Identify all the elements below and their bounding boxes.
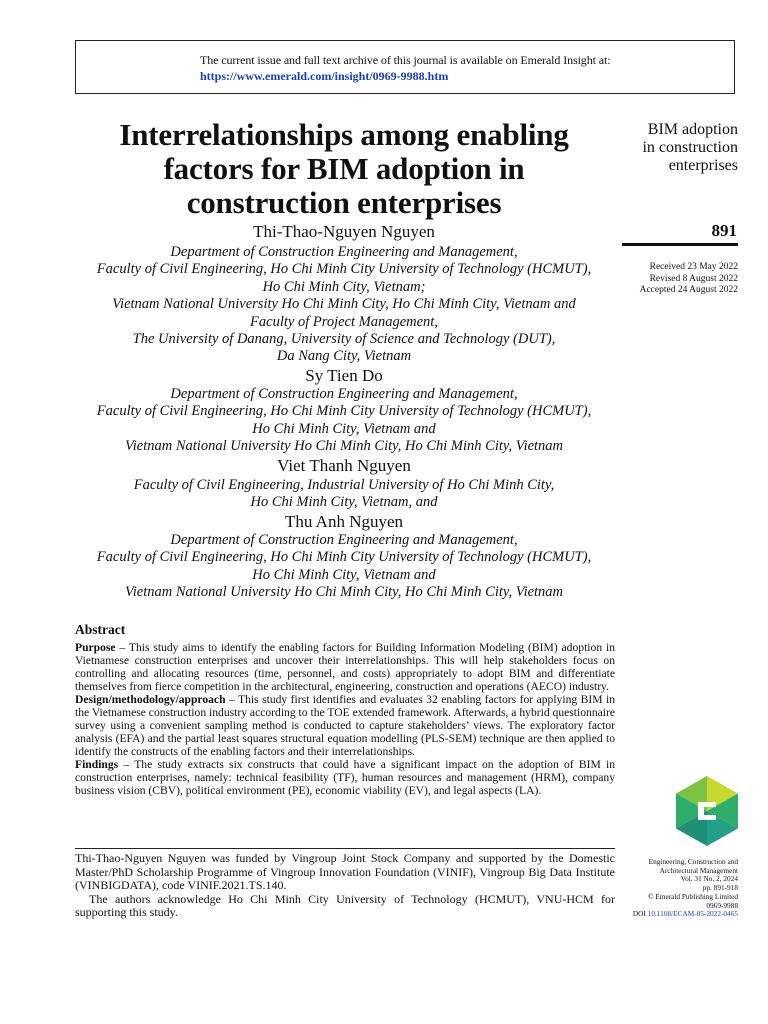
journal-notice-box	[75, 40, 735, 94]
affiliation-line: Da Nang City, Vietnam	[276, 348, 412, 365]
journal-info-line: Architectural Management	[659, 865, 738, 875]
abstract-purpose	[75, 641, 615, 693]
journal-info-line: pp. 891-918	[702, 883, 738, 893]
author-name: Thu Anh Nguyen	[284, 512, 404, 531]
section-label: Purpose	[75, 641, 116, 654]
journal-info-line: 0969-9988	[706, 900, 738, 910]
article-dates	[600, 262, 738, 297]
footnote-divider	[75, 848, 615, 849]
affiliation-line: Faculty of Project Management,	[250, 313, 438, 330]
journal-info	[600, 858, 738, 919]
abstract-design	[75, 693, 615, 758]
affiliation-line: Ho Chi Minh City, Vietnam and	[252, 566, 436, 583]
section-label: Design/methodology/approach	[75, 693, 226, 706]
journal-info-line: Vol. 31 No. 2, 2024	[680, 874, 738, 884]
running-title-line: enterprises	[668, 157, 738, 174]
affiliation-line: Department of Construction Engineering and Management,	[170, 532, 518, 548]
running-title	[600, 121, 738, 175]
journal-info-line: © Emerald Publishing Limited	[647, 891, 738, 901]
page-number: 891	[711, 221, 737, 240]
affiliation-line: Faculty of Civil Engineering, Ho Chi Minh City University of Technology (HCMUT),	[96, 403, 592, 420]
accepted-date: Accepted 24 August 2022	[639, 285, 738, 295]
article-title	[68, 118, 620, 220]
author-name: Sy Tien Do	[305, 366, 383, 385]
author-affiliation	[70, 532, 618, 602]
author-affiliation	[70, 386, 618, 456]
running-title-line: in construction	[642, 139, 738, 156]
section-text: – The study extracts six constructs that could have a significant impact on the adoption of BIM in construction enterprises, namely: technical feasibility (TF), human resources and management (HRM), company business vision (CBV), political environment (PE), economic viability (EV), and legal aspects (LA).	[75, 758, 615, 797]
doi-label: DOI	[632, 909, 648, 919]
affiliation-line: Faculty of Civil Engineering, Industrial University of Ho Chi Minh City,	[133, 477, 555, 493]
journal-info-line: Engineering, Construction and	[648, 857, 738, 866]
author-name: Viet Thanh Nguyen	[277, 456, 411, 475]
section-label: Findings	[75, 758, 119, 771]
affiliation-line: Department of Construction Engineering and Management,	[170, 244, 518, 260]
section-text: – This study aims to identify the enabling factors for Building Information Modeling (BIM) adoption in Vietnamese construction enterprises and uncover their interrelationships. This will help stakeholders focus on controlling and allocating resources (time, personnel, and costs) appropriately to adopt BIM and differentiate themselves from fierce competition in the architectural, engineering, construction and operations (AECO) industry.	[75, 641, 615, 693]
doi-line	[600, 910, 738, 919]
title-line: factors for BIM adoption in	[163, 151, 525, 186]
title-line: construction enterprises	[186, 185, 502, 220]
abstract-findings	[75, 758, 615, 797]
journal-logo-icon	[676, 776, 738, 846]
doi-link[interactable]: 10.1108/ECAM-05-2022-0465	[647, 909, 738, 919]
sidebar-divider	[622, 243, 738, 246]
affiliation-line: The University of Danang, University of Science and Technology (DUT),	[132, 331, 556, 348]
notice-text: The current issue and full text archive of this journal is available on Emerald Insight at:	[200, 53, 611, 67]
author-affiliation	[70, 244, 618, 366]
affiliation-line: Vietnam National University Ho Chi Minh City, Ho Chi Minh City, Vietnam	[124, 584, 564, 601]
journal-url-link[interactable]: https://www.emerald.com/insight/0969-9988.htm	[200, 69, 449, 83]
affiliation-line: Ho Chi Minh City, Vietnam, and	[250, 494, 438, 511]
section-text: – This study first identifies and evaluates 32 enabling factors for applying BIM in the Vietnamese construction industry according to the TOE extended framework. Afterwards, a hybrid questionnaire survey using a convenient sampling method is conducted to capture stakeholders’ views. The exploratory factor analysis (EFA) and the partial least squares structural equation modelling (PLS-SEM) technique are then applied to identify the constructs of the enabling factors and their interrelationships.	[75, 693, 615, 758]
author-name: Thi-Thao-Nguyen Nguyen	[253, 222, 435, 241]
affiliation-line: Faculty of Civil Engineering, Ho Chi Minh City University of Technology (HCMUT),	[96, 261, 592, 278]
acknowledgement-paragraph: The authors acknowledge Ho Chi Minh City University of Technology (HCMUT), VNU-HCM for supporting this study.	[75, 891, 615, 920]
abstract-heading: Abstract	[75, 622, 126, 637]
abstract-body	[75, 641, 615, 797]
funding-note	[75, 852, 615, 920]
funding-paragraph: Thi-Thao-Nguyen Nguyen was funded by Vingroup Joint Stock Company and supported by the Domestic Master/PhD Scholarship Programme of Vingroup Innovation Foundation (VINIF), Vingroup Big Data Institute (VINBIGDATA), code VINIF.2021.TS.140.	[75, 851, 615, 893]
affiliation-line: Faculty of Civil Engineering, Ho Chi Minh City University of Technology (HCMUT),	[96, 549, 592, 566]
affiliation-line: Department of Construction Engineering and Management,	[170, 386, 518, 402]
running-title-line: BIM adoption	[647, 121, 738, 138]
revised-date: Revised 8 August 2022	[649, 273, 738, 284]
affiliation-line: Vietnam National University Ho Chi Minh City, Ho Chi Minh City, Vietnam and	[112, 296, 576, 313]
title-line: Interrelationships among enabling	[119, 117, 569, 152]
affiliation-line: Ho Chi Minh City, Vietnam;	[262, 278, 426, 295]
received-date: Received 23 May 2022	[649, 262, 738, 272]
affiliation-line: Vietnam National University Ho Chi Minh City, Ho Chi Minh City, Vietnam	[124, 438, 564, 455]
affiliation-line: Ho Chi Minh City, Vietnam and	[252, 420, 436, 437]
author-affiliation	[70, 477, 618, 512]
